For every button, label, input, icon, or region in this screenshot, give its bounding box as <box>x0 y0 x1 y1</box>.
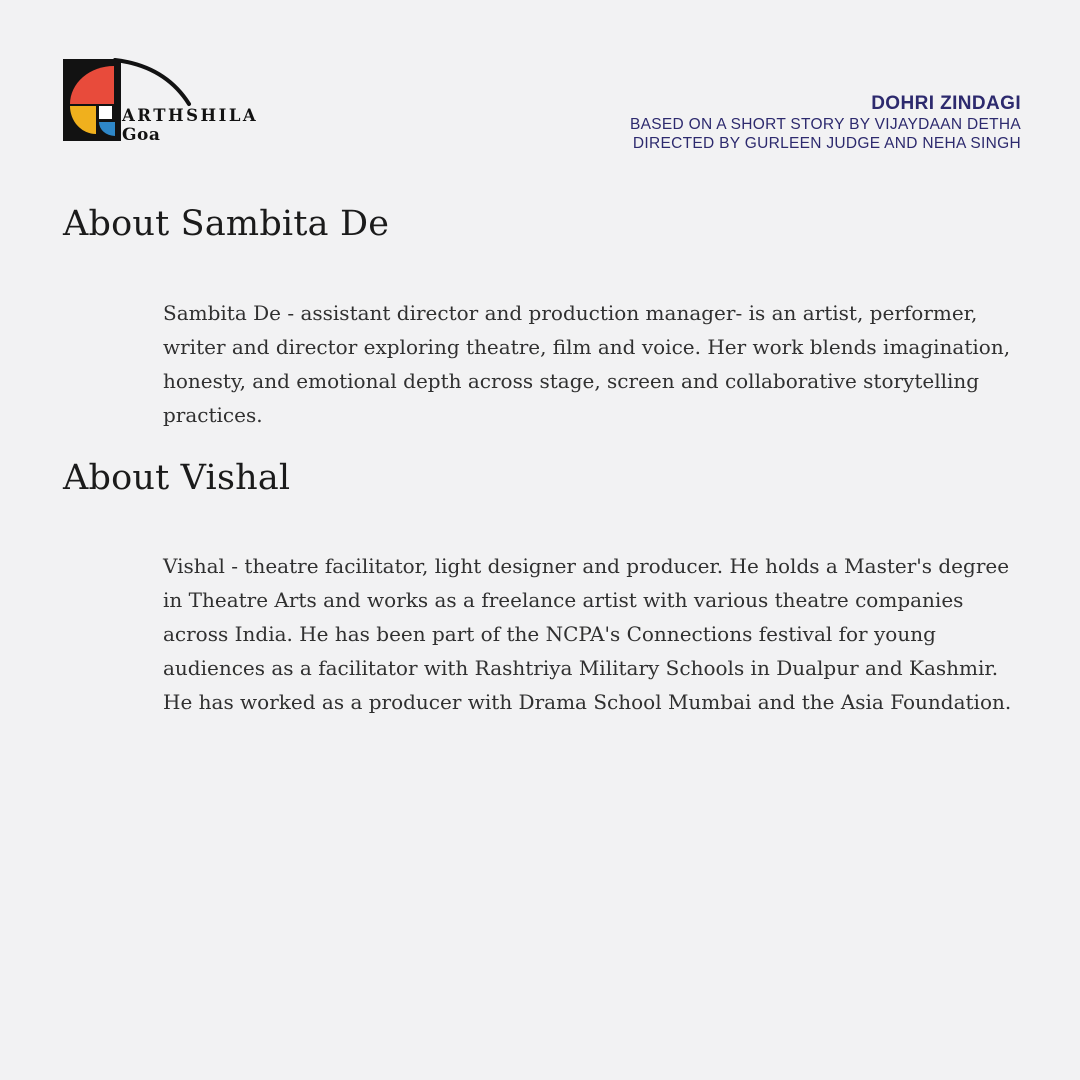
section-heading-sambita: About Sambita De <box>63 204 390 244</box>
show-subtitle-story: BASED ON A SHORT STORY BY VIJAYDAAN DETHA <box>629 116 1021 133</box>
logo-arc-icon <box>113 56 193 108</box>
arthshila-logo <box>63 59 313 149</box>
logo-location: Goa <box>122 125 161 145</box>
logo-yellow-quadrant <box>70 106 96 134</box>
logo-white-square <box>99 106 112 119</box>
show-info-block <box>630 93 1021 153</box>
section-body-sambita: Sambita De - assistant director and production manager- is an artist, performer, writer and director exploring theatre, film and voice. Her work blends imagination, honesty, and emotional depth across stage, screen and collaborative storytelling practices. <box>163 301 1011 427</box>
logo-red-quadrant <box>70 66 114 104</box>
section-heading-vishal: About Vishal <box>63 458 291 498</box>
show-title: DOHRI ZINDAGI <box>871 93 1021 114</box>
logo-blue-quadrant <box>99 122 115 136</box>
logo-wordmark: ARTHSHILA <box>122 106 259 125</box>
section-body-vishal: Vishal - theatre facilitator, light designer and producer. He holds a Master's degree in Theatre Arts and works as a freelance artist with various theatre companies across India. He has been part of the NCPA's Connections festival for young audiences as a facilitator with Rashtriya Military Schools in Dualpur and Kashmir. He has worked as a producer with Drama School Mumbai and the Asia Foundation. <box>163 554 1012 714</box>
show-subtitle-directors: DIRECTED BY GURLEEN JUDGE AND NEHA SINGH <box>632 135 1021 152</box>
